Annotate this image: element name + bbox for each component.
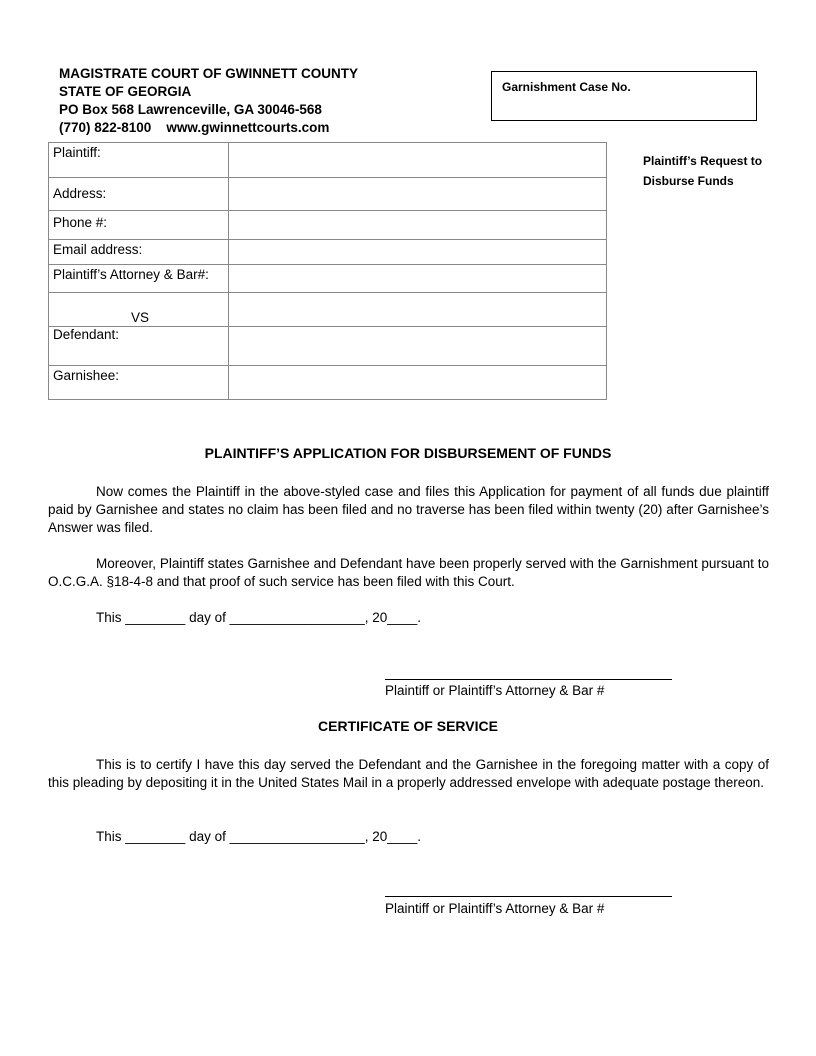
court-contact: (770) 822-8100 www.gwinnettcourts.com — [59, 120, 330, 135]
date-line-1[interactable]: This ________ day of __________________, 20____. — [96, 610, 422, 625]
defendant-label: Defendant: — [49, 327, 229, 366]
court-header — [59, 65, 358, 137]
certificate-title: CERTIFICATE OF SERVICE — [318, 718, 498, 734]
signature-line-2[interactable] — [385, 896, 672, 897]
phone-label: Phone #: — [49, 211, 229, 240]
vs-blank-field[interactable] — [229, 293, 607, 327]
court-name: MAGISTRATE COURT OF GWINNETT COUNTY — [59, 66, 358, 81]
plaintiff-label: Plaintiff: — [49, 143, 229, 178]
garnishee-label: Garnishee: — [49, 366, 229, 400]
phone-field[interactable] — [229, 211, 607, 240]
case-number-label: Garnishment Case No. — [502, 80, 631, 94]
defendant-field[interactable] — [229, 327, 607, 366]
court-state: STATE OF GEORGIA — [59, 84, 192, 99]
signature-label-1: Plaintiff or Plaintiff’s Attorney & Bar # — [385, 683, 605, 698]
email-field[interactable] — [229, 240, 607, 265]
signature-label-2: Plaintiff or Plaintiff’s Attorney & Bar # — [385, 901, 605, 916]
address-label: Address: — [49, 178, 229, 211]
garnishee-field[interactable] — [229, 366, 607, 400]
side-title-line2: Disburse Funds — [643, 174, 734, 188]
email-label: Email address: — [49, 240, 229, 265]
form-side-title — [643, 151, 762, 191]
attorney-field[interactable] — [229, 265, 607, 293]
attorney-label: Plaintiff’s Attorney & Bar#: — [49, 265, 229, 293]
vs-label: VS — [131, 310, 150, 325]
document-title: PLAINTIFF’S APPLICATION FOR DISBURSEMENT OF FUNDS — [204, 445, 612, 461]
case-number-box[interactable] — [491, 71, 757, 121]
vs-cell — [49, 293, 229, 327]
side-title-line1: Plaintiff’s Request to — [643, 154, 763, 168]
service-paragraph: Moreover, Plaintiff states Garnishee and Defendant have been properly served with the Garnishment pursuant to O.C.G.A. §18-4-8 and that proof of such service has been filed with this Court. — [48, 556, 769, 589]
date-line-2[interactable]: This ________ day of __________________, 20____. — [96, 829, 422, 844]
court-address: PO Box 568 Lawrenceville, GA 30046-568 — [59, 102, 322, 117]
certificate-paragraph: This is to certify I have this day served the Defendant and the Garnishee in the foregoing matter with a copy of this pleading by depositing it in the United States Mail in a properly addressed envelope with adequate postage thereon. — [48, 757, 769, 790]
signature-line-1[interactable] — [385, 679, 672, 680]
parties-table — [48, 142, 607, 400]
address-field[interactable] — [229, 178, 607, 211]
plaintiff-field[interactable] — [229, 143, 607, 178]
application-paragraph: Now comes the Plaintiff in the above-styled case and files this Application for payment of all funds due plaintiff paid by Garnishee and states no claim has been filed and no traverse has been filed within twenty (20) after Garnishee’s Answer was filed. — [48, 484, 769, 535]
